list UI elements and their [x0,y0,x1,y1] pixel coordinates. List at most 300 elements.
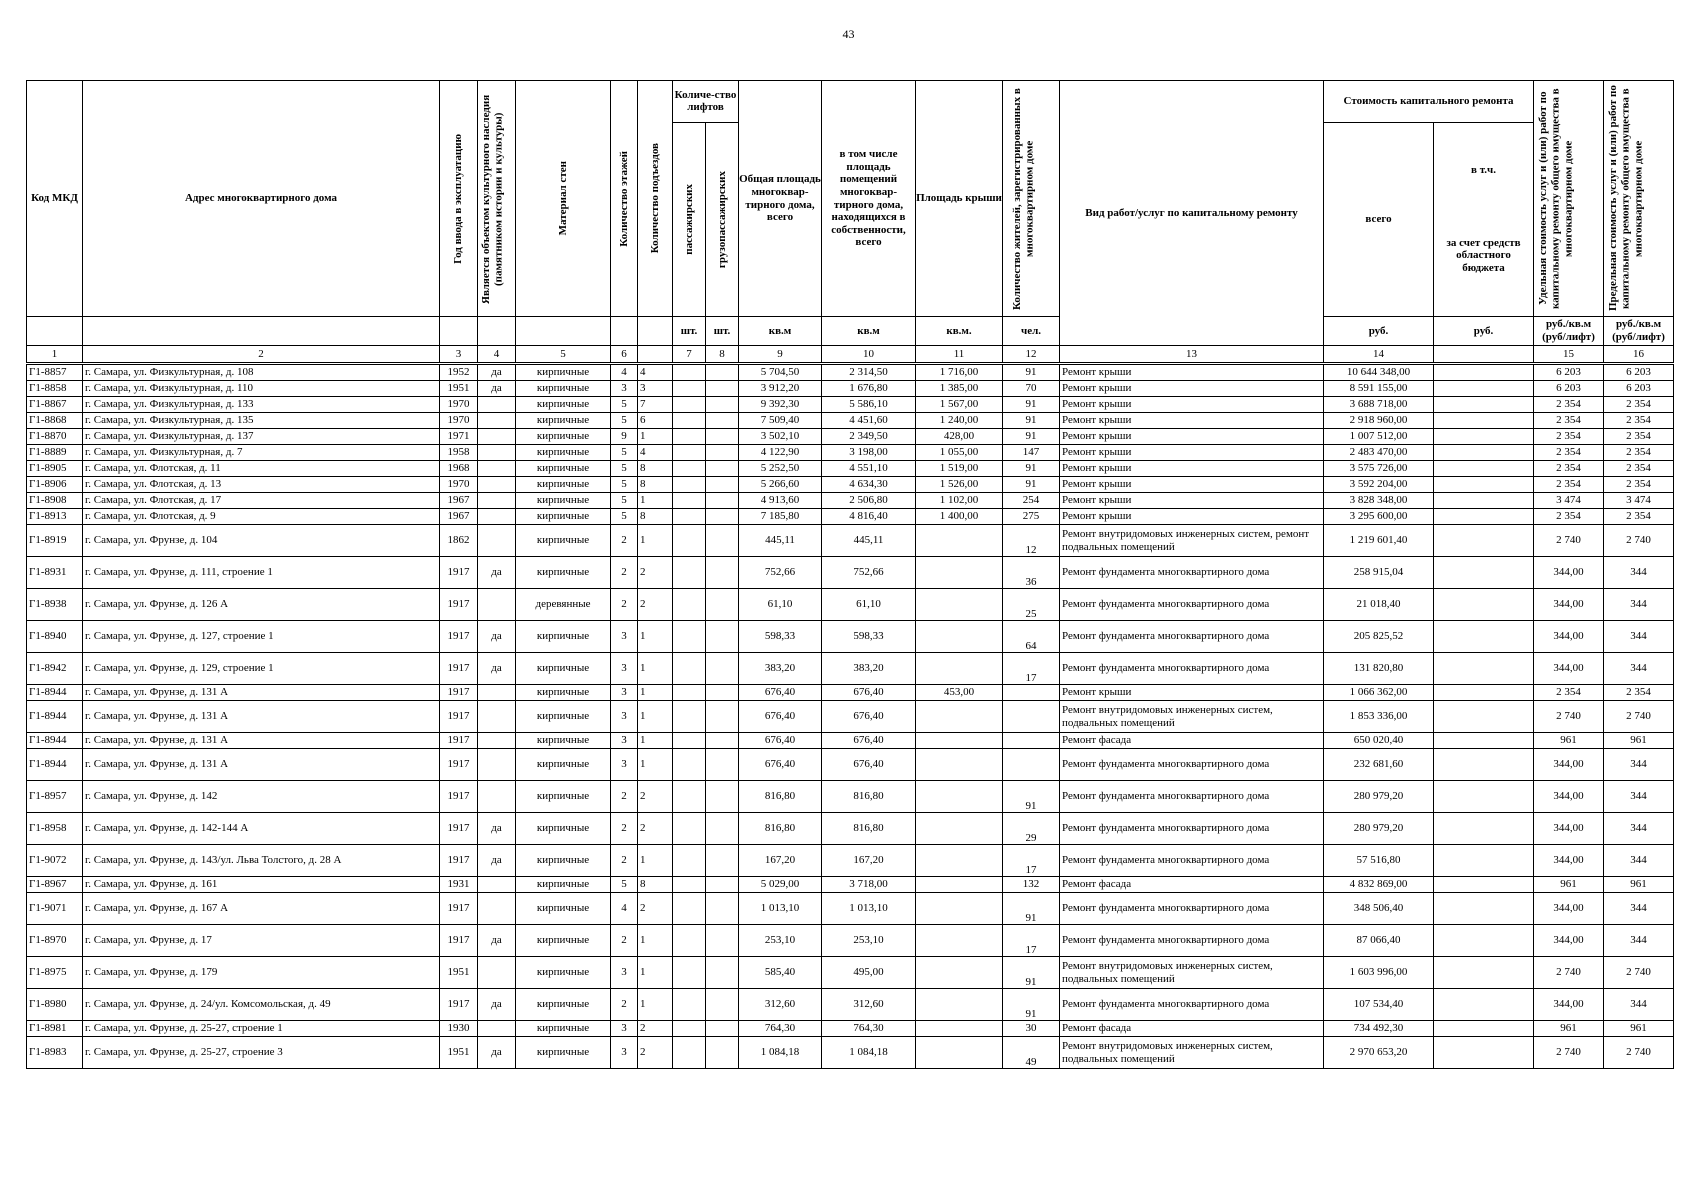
cell-cost-total: 280 979,20 [1324,781,1434,813]
table-row [27,653,1674,685]
cell-kod: Г1-8857 [27,364,83,381]
cell-lifts-pass [673,781,706,813]
cell-floors: 3 [611,621,638,653]
unit-persons: чел. [1003,317,1060,346]
cell-cost-total: 3 592 204,00 [1324,477,1434,493]
cell-heritage [478,589,516,621]
cell-year: 1958 [440,445,478,461]
cell-entrances: 1 [638,845,673,877]
cell-floors: 2 [611,813,638,845]
cell-lifts-cargo [706,701,739,733]
cell-entrances: 1 [638,493,673,509]
cell-floors: 3 [611,1037,638,1069]
cell-limit-cost: 344 [1604,845,1674,877]
cell-limit-cost: 2 740 [1604,525,1674,557]
column-number: 2 [83,346,440,364]
cell-year: 1917 [440,925,478,957]
cell-work-type: Ремонт крыши [1060,381,1324,397]
cell-lifts-pass [673,1037,706,1069]
cell-cost-regional [1434,461,1534,477]
cell-lifts-pass [673,621,706,653]
cell-roof-area [916,957,1003,989]
cell-area-owned: 61,10 [822,589,916,621]
cell-cost-regional [1434,364,1534,381]
cell-work-type: Ремонт внутридомовых инженерных систем, подвальных помещений [1060,701,1324,733]
cell-area-total: 3 912,20 [739,381,822,397]
cell-entrances: 4 [638,445,673,461]
cell-lifts-pass [673,733,706,749]
cell-lifts-cargo [706,893,739,925]
cell-address: г. Самара, ул. Флотская, д. 11 [83,461,440,477]
cell-roof-area [916,893,1003,925]
cell-residents: 275 [1003,509,1060,525]
cell-floors: 3 [611,381,638,397]
cell-lifts-pass [673,381,706,397]
cell-lifts-cargo [706,845,739,877]
cell-residents [1003,685,1060,701]
cell-entrances: 2 [638,557,673,589]
cell-year: 1951 [440,1037,478,1069]
table-row [27,493,1674,509]
table-row [27,893,1674,925]
cell-cost-total: 131 820,80 [1324,653,1434,685]
header-unit-cost: Удельная стоимость услуг и (или) работ по капитальному ремонту общего имущества в многоквартирном доме [1536,88,1574,309]
cell-year: 1951 [440,381,478,397]
cell-residents: 91 [1003,781,1060,813]
cell-lifts-cargo [706,1037,739,1069]
cell-work-type: Ремонт крыши [1060,413,1324,429]
cell-cost-regional [1434,845,1534,877]
cell-limit-cost: 3 474 [1604,493,1674,509]
table-row [27,413,1674,429]
cell-area-owned: 752,66 [822,557,916,589]
cell-kod: Г1-8942 [27,653,83,685]
table-row [27,429,1674,445]
cell-area-total: 253,10 [739,925,822,957]
cell-area-total: 585,40 [739,957,822,989]
cell-cost-regional [1434,733,1534,749]
cell-residents: 17 [1003,845,1060,877]
cell-kod: Г1-8958 [27,813,83,845]
cell-work-type: Ремонт фундамента многоквартирного дома [1060,845,1324,877]
cell-unit-cost: 2 354 [1534,461,1604,477]
cell-address: г. Самара, ул. Фрунзе, д. 111, строение 1 [83,557,440,589]
cell-address: г. Самара, ул. Флотская, д. 17 [83,493,440,509]
cell-cost-regional [1434,557,1534,589]
cell-area-total: 5 029,00 [739,877,822,893]
cell-cost-regional [1434,893,1534,925]
unit-rub: руб. [1324,317,1434,346]
cell-material: кирпичные [516,877,611,893]
header-cost-regional: за счет средств областного бюджета [1446,236,1521,275]
cell-year: 1968 [440,461,478,477]
unit-m2: кв.м [822,317,916,346]
cell-cost-total: 3 688 718,00 [1324,397,1434,413]
table-row [27,364,1674,381]
cell-unit-cost: 6 203 [1534,364,1604,381]
cell-lifts-cargo [706,957,739,989]
cell-cost-regional [1434,781,1534,813]
cell-entrances: 1 [638,957,673,989]
cell-limit-cost: 2 740 [1604,701,1674,733]
cell-entrances: 1 [638,621,673,653]
cell-residents: 254 [1003,493,1060,509]
cell-limit-cost: 344 [1604,621,1674,653]
cell-unit-cost: 961 [1534,733,1604,749]
cell-lifts-pass [673,749,706,781]
header-lifts: Количе-ство лифтов [673,81,739,123]
cell-entrances: 1 [638,429,673,445]
capital-repair-table [26,80,1674,1069]
column-number: 8 [706,346,739,364]
cell-residents: 91 [1003,989,1060,1021]
cell-lifts-cargo [706,781,739,813]
cell-cost-regional [1434,813,1534,845]
cell-address: г. Самара, ул. Фрунзе, д. 131 А [83,749,440,781]
cell-lifts-pass [673,957,706,989]
column-number: 10 [822,346,916,364]
cell-entrances: 3 [638,381,673,397]
cell-area-owned: 676,40 [822,685,916,701]
cell-address: г. Самара, ул. Фрунзе, д. 142 [83,781,440,813]
column-number: 7 [673,346,706,364]
cell-residents: 25 [1003,589,1060,621]
cell-lifts-pass [673,429,706,445]
cell-limit-cost: 344 [1604,989,1674,1021]
unit-rub-m2: руб./кв.м (руб/лифт) [1534,317,1604,346]
cell-entrances: 2 [638,781,673,813]
cell-area-total: 61,10 [739,589,822,621]
cell-lifts-pass [673,701,706,733]
cell-year: 1917 [440,621,478,653]
cell-cost-regional [1434,525,1534,557]
column-number: 14 [1324,346,1434,364]
cell-lifts-cargo [706,685,739,701]
cell-kod: Г1-8980 [27,989,83,1021]
cell-floors: 3 [611,685,638,701]
cell-limit-cost: 2 740 [1604,1037,1674,1069]
cell-unit-cost: 344,00 [1534,557,1604,589]
cell-area-owned: 816,80 [822,813,916,845]
header-floors: Количество этажей [617,150,630,247]
table-row [27,621,1674,653]
cell-lifts-pass [673,925,706,957]
cell-cost-regional [1434,701,1534,733]
cell-limit-cost: 961 [1604,877,1674,893]
cell-lifts-pass [673,989,706,1021]
cell-limit-cost: 2 354 [1604,685,1674,701]
cell-floors: 2 [611,925,638,957]
cell-area-total: 764,30 [739,1021,822,1037]
table-row [27,445,1674,461]
cell-year: 1917 [440,989,478,1021]
cell-kod: Г1-8868 [27,413,83,429]
cell-unit-cost: 344,00 [1534,893,1604,925]
cell-material: кирпичные [516,653,611,685]
cell-year: 1930 [440,1021,478,1037]
cell-residents: 91 [1003,364,1060,381]
cell-address: г. Самара, ул. Физкультурная, д. 135 [83,413,440,429]
cell-entrances: 2 [638,893,673,925]
cell-area-owned: 1 676,80 [822,381,916,397]
cell-kod: Г1-8967 [27,877,83,893]
cell-kod: Г1-8983 [27,1037,83,1069]
cell-lifts-cargo [706,813,739,845]
cell-kod: Г1-8957 [27,781,83,813]
table-row [27,557,1674,589]
cell-lifts-cargo [706,413,739,429]
cell-lifts-pass [673,397,706,413]
cell-cost-total: 232 681,60 [1324,749,1434,781]
cell-limit-cost: 6 203 [1604,381,1674,397]
cell-kod: Г1-8931 [27,557,83,589]
cell-address: г. Самара, ул. Физкультурная, д. 7 [83,445,440,461]
cell-work-type: Ремонт фундамента многоквартирного дома [1060,813,1324,845]
cell-material: кирпичные [516,429,611,445]
cell-area-owned: 4 634,30 [822,477,916,493]
cell-lifts-cargo [706,749,739,781]
cell-cost-regional [1434,397,1534,413]
cell-floors: 2 [611,845,638,877]
header-lifts-cargo: грузопассажирских [715,170,728,268]
cell-cost-total: 3 575 726,00 [1324,461,1434,477]
cell-heritage [478,413,516,429]
cell-area-owned: 1 084,18 [822,1037,916,1069]
cell-year: 1917 [440,749,478,781]
cell-area-owned: 2 349,50 [822,429,916,445]
cell-lifts-pass [673,493,706,509]
cell-material: кирпичные [516,1037,611,1069]
header-cost-incl: в т.ч. [1471,164,1496,177]
cell-heritage: да [478,925,516,957]
cell-area-total: 676,40 [739,685,822,701]
cell-cost-total: 1 066 362,00 [1324,685,1434,701]
cell-area-owned: 764,30 [822,1021,916,1037]
cell-material: кирпичные [516,893,611,925]
cell-year: 1917 [440,653,478,685]
cell-year: 1931 [440,877,478,893]
cell-lifts-pass [673,477,706,493]
cell-floors: 2 [611,781,638,813]
cell-cost-regional [1434,429,1534,445]
cell-unit-cost: 2 740 [1534,525,1604,557]
cell-material: кирпичные [516,493,611,509]
cell-area-owned: 1 013,10 [822,893,916,925]
cell-kod: Г1-8870 [27,429,83,445]
table-row [27,1021,1674,1037]
cell-cost-regional [1434,1037,1534,1069]
cell-residents: 70 [1003,381,1060,397]
cell-roof-area: 453,00 [916,685,1003,701]
cell-lifts-pass [673,893,706,925]
cell-material: кирпичные [516,813,611,845]
header-material: Материал стен [556,161,569,236]
cell-limit-cost: 344 [1604,925,1674,957]
cell-year: 1917 [440,813,478,845]
cell-kod: Г1-8905 [27,461,83,477]
cell-entrances: 8 [638,509,673,525]
cell-cost-regional [1434,1021,1534,1037]
unit-rub: руб. [1434,317,1534,346]
cell-address: г. Самара, ул. Фрунзе, д. 17 [83,925,440,957]
cell-residents: 91 [1003,413,1060,429]
cell-area-owned: 312,60 [822,989,916,1021]
cell-work-type: Ремонт фундамента многоквартирного дома [1060,925,1324,957]
cell-kod: Г1-9072 [27,845,83,877]
cell-lifts-cargo [706,733,739,749]
cell-lifts-cargo [706,429,739,445]
cell-lifts-cargo [706,877,739,893]
header-year: Год ввода в эксплуатацию [452,133,465,264]
cell-heritage [478,749,516,781]
cell-residents: 64 [1003,621,1060,653]
cell-floors: 5 [611,413,638,429]
cell-unit-cost: 2 354 [1534,397,1604,413]
cell-roof-area: 1 240,00 [916,413,1003,429]
cell-address: г. Самара, ул. Фрунзе, д. 143/ул. Льва Толстого, д. 28 А [83,845,440,877]
column-number: 9 [739,346,822,364]
column-number [638,346,673,364]
cell-entrances: 1 [638,733,673,749]
cell-work-type: Ремонт фундамента многоквартирного дома [1060,989,1324,1021]
cell-area-total: 5 252,50 [739,461,822,477]
cell-floors: 3 [611,701,638,733]
cell-work-type: Ремонт фундамента многоквартирного дома [1060,621,1324,653]
cell-area-total: 312,60 [739,989,822,1021]
cell-heritage [478,701,516,733]
cell-year: 1967 [440,493,478,509]
cell-floors: 2 [611,525,638,557]
cell-area-owned: 2 506,80 [822,493,916,509]
cell-area-total: 7 509,40 [739,413,822,429]
cell-roof-area: 1 400,00 [916,509,1003,525]
cell-work-type: Ремонт фасада [1060,733,1324,749]
cell-limit-cost: 2 354 [1604,429,1674,445]
cell-cost-total: 348 506,40 [1324,893,1434,925]
cell-work-type: Ремонт крыши [1060,509,1324,525]
cell-floors: 2 [611,989,638,1021]
column-number: 5 [516,346,611,364]
page-number: 43 [842,27,855,41]
cell-year: 1970 [440,397,478,413]
cell-residents: 30 [1003,1021,1060,1037]
cell-limit-cost: 344 [1604,589,1674,621]
cell-lifts-pass [673,813,706,845]
cell-unit-cost: 2 740 [1534,1037,1604,1069]
cell-lifts-cargo [706,381,739,397]
cell-heritage [478,509,516,525]
cell-work-type: Ремонт фасада [1060,877,1324,893]
cell-area-total: 4 913,60 [739,493,822,509]
cell-kod: Г1-8944 [27,749,83,781]
table-row [27,397,1674,413]
column-number: 1 [27,346,83,364]
cell-roof-area [916,813,1003,845]
table-row [27,733,1674,749]
cell-material: кирпичные [516,701,611,733]
cell-cost-total: 650 020,40 [1324,733,1434,749]
cell-work-type: Ремонт крыши [1060,429,1324,445]
cell-address: г. Самара, ул. Фрунзе, д. 127, строение 1 [83,621,440,653]
cell-roof-area [916,589,1003,621]
cell-roof-area: 428,00 [916,429,1003,445]
header-address: Адрес многоквартирного дома [83,81,440,317]
cell-area-total: 7 185,80 [739,509,822,525]
cell-area-total: 383,20 [739,653,822,685]
cell-lifts-cargo [706,525,739,557]
cell-cost-total: 2 970 653,20 [1324,1037,1434,1069]
cell-kod: Г1-8944 [27,701,83,733]
cell-roof-area: 1 519,00 [916,461,1003,477]
cell-area-owned: 676,40 [822,701,916,733]
header-area-total: Общая площадь многоквар-тирного дома, всего [739,81,822,317]
column-number: 6 [611,346,638,364]
cell-cost-total: 87 066,40 [1324,925,1434,957]
cell-unit-cost: 2 354 [1534,685,1604,701]
cell-heritage [478,781,516,813]
header-work-type: Вид работ/услуг по капитальному ремонту [1060,81,1324,346]
cell-heritage [478,461,516,477]
cell-work-type: Ремонт крыши [1060,397,1324,413]
header-lifts-pass: пассажирских [682,184,695,255]
cell-roof-area [916,749,1003,781]
cell-heritage: да [478,364,516,381]
cell-floors: 5 [611,493,638,509]
cell-floors: 3 [611,749,638,781]
cell-limit-cost: 2 354 [1604,461,1674,477]
cell-area-owned: 495,00 [822,957,916,989]
cell-kod: Г1-8867 [27,397,83,413]
cell-unit-cost: 2 354 [1534,429,1604,445]
cell-address: г. Самара, ул. Фрунзе, д. 167 А [83,893,440,925]
cell-lifts-pass [673,413,706,429]
cell-lifts-pass [673,557,706,589]
cell-floors: 5 [611,397,638,413]
cell-roof-area [916,701,1003,733]
cell-entrances: 1 [638,685,673,701]
cell-roof-area: 1 385,00 [916,381,1003,397]
cell-area-total: 1 013,10 [739,893,822,925]
cell-unit-cost: 344,00 [1534,813,1604,845]
cell-area-total: 9 392,30 [739,397,822,413]
cell-area-owned: 2 314,50 [822,364,916,381]
cell-lifts-pass [673,653,706,685]
cell-year: 1917 [440,733,478,749]
cell-roof-area [916,877,1003,893]
cell-limit-cost: 2 354 [1604,509,1674,525]
cell-roof-area: 1 055,00 [916,445,1003,461]
cell-work-type: Ремонт фундамента многоквартирного дома [1060,653,1324,685]
cell-residents: 36 [1003,557,1060,589]
cell-material: кирпичные [516,925,611,957]
cell-floors: 5 [611,445,638,461]
unit-m2: кв.м [739,317,822,346]
cell-area-total: 3 502,10 [739,429,822,445]
cell-area-owned: 816,80 [822,781,916,813]
cell-unit-cost: 3 474 [1534,493,1604,509]
cell-entrances: 8 [638,877,673,893]
cell-lifts-pass [673,1021,706,1037]
cell-cost-regional [1434,493,1534,509]
cell-entrances: 6 [638,413,673,429]
cell-roof-area [916,733,1003,749]
cell-work-type: Ремонт внутридомовых инженерных систем, подвальных помещений [1060,957,1324,989]
cell-area-owned: 3 718,00 [822,877,916,893]
cell-lifts-pass [673,461,706,477]
cell-heritage [478,397,516,413]
cell-work-type: Ремонт крыши [1060,685,1324,701]
cell-kod: Г1-8889 [27,445,83,461]
